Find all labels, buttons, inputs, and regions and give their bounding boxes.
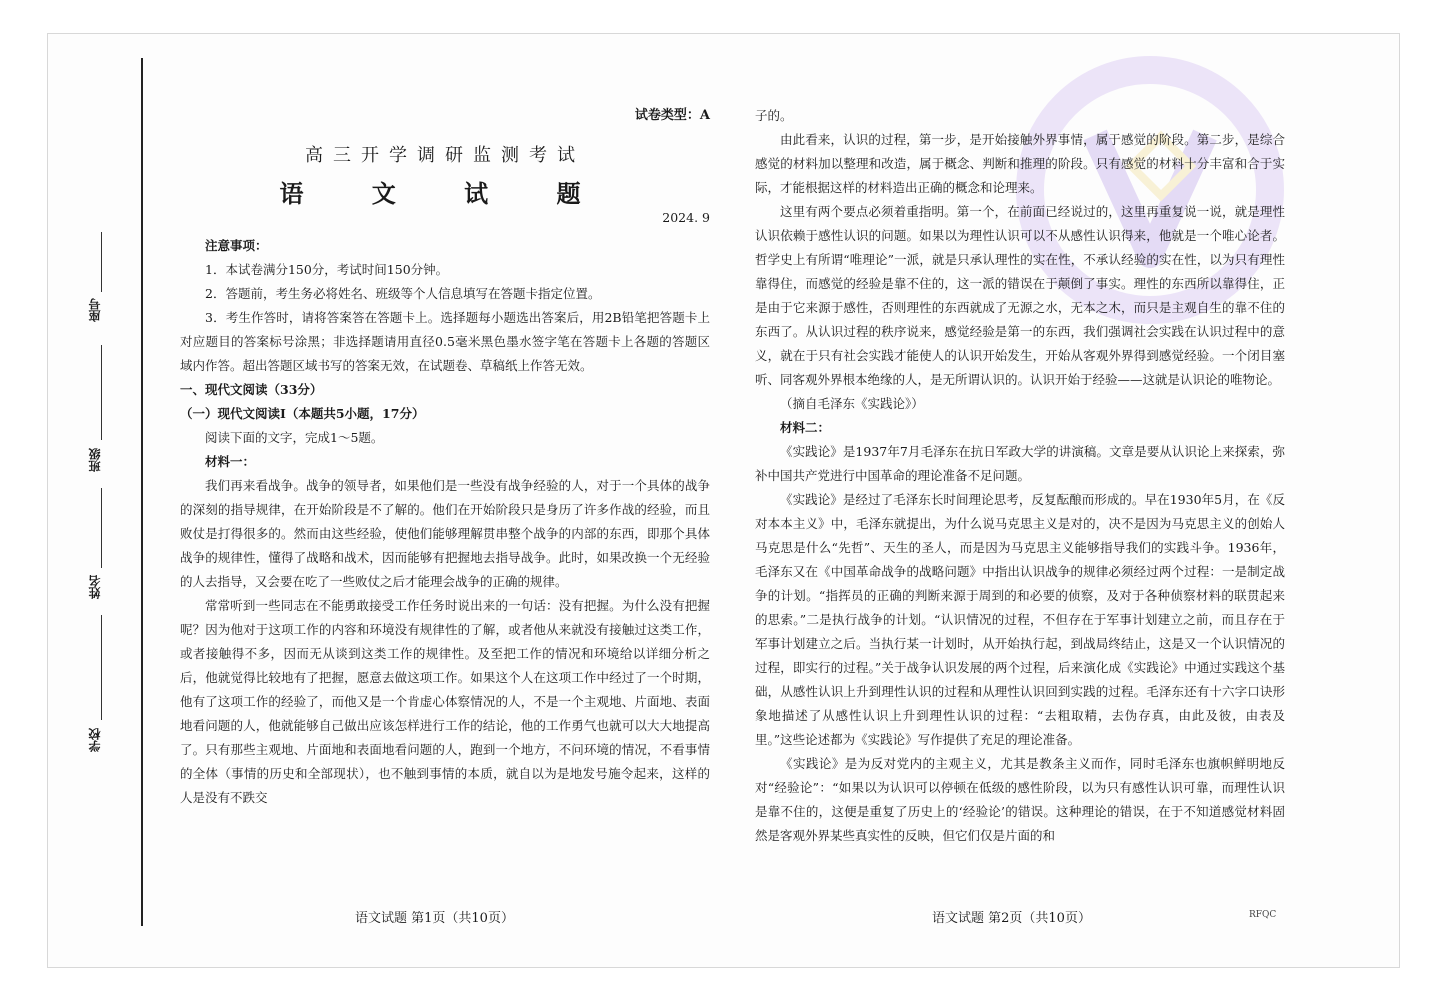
subject-title: 语 文 试 题: [279, 179, 611, 208]
material-1-paragraph: 这里有两个要点必须着重指明。第一个，在前面已经说过的，这里再重复说一说，就是理性认识依赖于感性认识的问题。如果以为理性认识可以不从感性认识得来，他就是一个唯心论者。哲学史上有所谓“唯理论”一派，就是只承认理性的实在性，不承认经验的实在性，以为只有理性靠得住，而感觉的经验是靠不住的，这一派的错误在于颠倒了事实。理性的东西所以靠得住，正是由于它来源于感性，否则理性的东西就成了无源之水，无本之木，而只是主观自生的靠不住的东西了。从认识过程的秩序说来，感觉经验是第一的东西，我们强调社会实践在认识过程中的意义，就在于只有社会实践才能使人的认识开始发生，开始从客观外界得到感觉经验。一个闭目塞听、同客观外界根本绝缘的人，是无所谓认识的。认识开始于经验——这就是认识论的唯物论。: [755, 204, 1285, 387]
notice-item: 3．考生作答时，请将答案答在答题卡上。选择题每小题选出答案后，用2B铅笔把答题卡上对应题目的答案标号涂黑；非选择题请用直径0.5毫米黑色墨水签字笔在答题卡上各题的答题区域内作答。超出答题区域书写的答案无效，在试题卷、草稿纸上作答无效。: [180, 310, 710, 373]
sub-section-heading: （一）现代文阅读Ⅰ（本题共5小题，17分）: [180, 406, 425, 421]
material-2-paragraph: 《实践论》是1937年7月毛泽东在抗日军政大学的讲演稿。文章是要从认识论上来探索，弥补中国共产党进行中国革命的理论准备不足问题。: [755, 444, 1285, 483]
school-blank: [101, 615, 102, 720]
seat-label: 座号: [88, 298, 102, 322]
material-1-label: 材料一：: [205, 454, 256, 469]
notice-item: 1．本试卷满分150分，考试时间150分钟。: [205, 262, 449, 277]
instruction: 阅读下面的文字，完成1～5题。: [205, 430, 384, 445]
corner-mark: RFQC: [1249, 910, 1277, 920]
material-1-continued: 子的。: [755, 108, 793, 123]
page-2-column: [755, 104, 1285, 848]
material-1-paragraph: 我们再来看战争。战争的领导者，如果他们是一些没有战争经验的人，对于一个具体的战争的深刻的指导规律，在开始阶段是不了解的。他们在开始阶段只是身历了许多作战的经验，而且败仗是打得很多的。然而由这些经验，使他们能够理解贯串整个战争的内部的东西，即那个具体战争的规律性，懂得了战略和战术，因而能够有把握地去指导战争。此时，如果改换一个无经验的人去指导，又会要在吃了一些败仗之后才能理会战争的正确的规律。: [180, 478, 710, 589]
material-2-label: 材料二：: [780, 420, 831, 435]
material-1-paragraph: 由此看来，认识的过程，第一步，是开始接触外界事情，属于感觉的阶段。第二步，是综合感觉的材料加以整理和改造，属于概念、判断和推理的阶段。只有感觉的材料十分丰富和合于实际，才能根据这样的材料造出正确的概念和论理来。: [755, 132, 1285, 195]
notice-item: 2．答题前，考生务必将姓名、班级等个人信息填写在答题卡指定位置。: [205, 286, 601, 301]
notice-heading: 注意事项：: [205, 238, 268, 253]
school-label: 学校: [88, 728, 102, 752]
page-1-footer: 语文试题 第1页（共10页）: [355, 911, 514, 926]
class-blank: [101, 345, 102, 440]
exam-title: 高三开学调研监测考试: [305, 145, 585, 166]
material-1-source: （摘自毛泽东《实践论》）: [780, 396, 924, 411]
page-2-footer: 语文试题 第2页（共10页）: [932, 911, 1091, 926]
material-2-paragraph: 《实践论》是经过了毛泽东长时间理论思考，反复酝酿而形成的。早在1930年5月，在《反对本本主义》中，毛泽东就提出，为什么说马克思主义是对的，决不是因为马克思主义的创始人马克思是什么“先哲”、天生的圣人，而是因为马克思主义能够指导我们的实践斗争。1936年，毛泽东又在《中国革命战争的战略问题》中指出认识战争的规律必须经过两个过程：一是制定战争的计划。“指挥员的正确的判断来源于周到的和必要的侦察，及对于各种侦察材料的联贯起来的思索。”二是执行战争的计划。“认识情况的过程，不但存在于军事计划建立之前，而且存在于军事计划建立之后。当执行某一计划时，从开始执行起，到战局终结止，这是又一个认识情况的过程，即实行的过程。”关于战争认识发展的两个过程，后来演化成《实践论》中通过实践这个基础，从感性认识上升到理性认识的过程和从理性认识回到实践的过程。毛泽东还有十六字口诀形象地描述了从感性认识上升到理性认识的过程：“去粗取精，去伪存真，由此及彼，由表及里。”这些论述都为《实践论》写作提供了充足的理论准备。: [755, 492, 1285, 747]
name-blank: [101, 488, 102, 568]
seat-blank: [101, 232, 102, 292]
section-heading: 一、现代文阅读（33分）: [180, 382, 323, 397]
paper-type: 试卷类型：A: [634, 108, 710, 123]
binding-line: [141, 58, 143, 926]
material-2-paragraph: 《实践论》是为反对党内的主观主义，尤其是教条主义而作，同时毛泽东也旗帜鲜明地反对“经验论”：“如果以为认识可以停顿在低级的感性阶段，以为只有感性认识可靠，而理性认识是靠不住的，这便是重复了历史上的‘经验论’的错误。这种理论的错误，在于不知道感觉材料固然是客观外界某些真实性的反映，但它们仅是片面的和: [755, 756, 1285, 843]
name-label: 姓名: [88, 575, 102, 599]
class-label: 班级: [88, 448, 102, 472]
material-1-paragraph: 常常听到一些同志在不能勇敢接受工作任务时说出来的一句话：没有把握。为什么没有把握呢？因为他对于这项工作的内容和环境没有规律性的了解，或者他从来就没有接触过这类工作，或者接触得不多，因而无从谈到这类工作的规律性。及至把工作的情况和环境给以详细分析之后，他就觉得比较地有了把握，愿意去做这项工作。如果这个人在这项工作中经过了一个时期，他有了这项工作的经验了，而他又是一个肯虚心体察情况的人，不是一个主观地、片面地、表面地看问题的人，他就能够自己做出应该怎样进行工作的结论，他的工作勇气也就可以大大地提高了。只有那些主观地、片面地和表面地看问题的人，跑到一个地方，不问环境的情况，不看事情的全体（事情的历史和全部现状），也不触到事情的本质，就自以为是地发号施令起来，这样的人是没有不跌交: [180, 598, 710, 805]
exam-date: 2024. 9: [662, 210, 710, 225]
page-1-column: [180, 104, 710, 810]
